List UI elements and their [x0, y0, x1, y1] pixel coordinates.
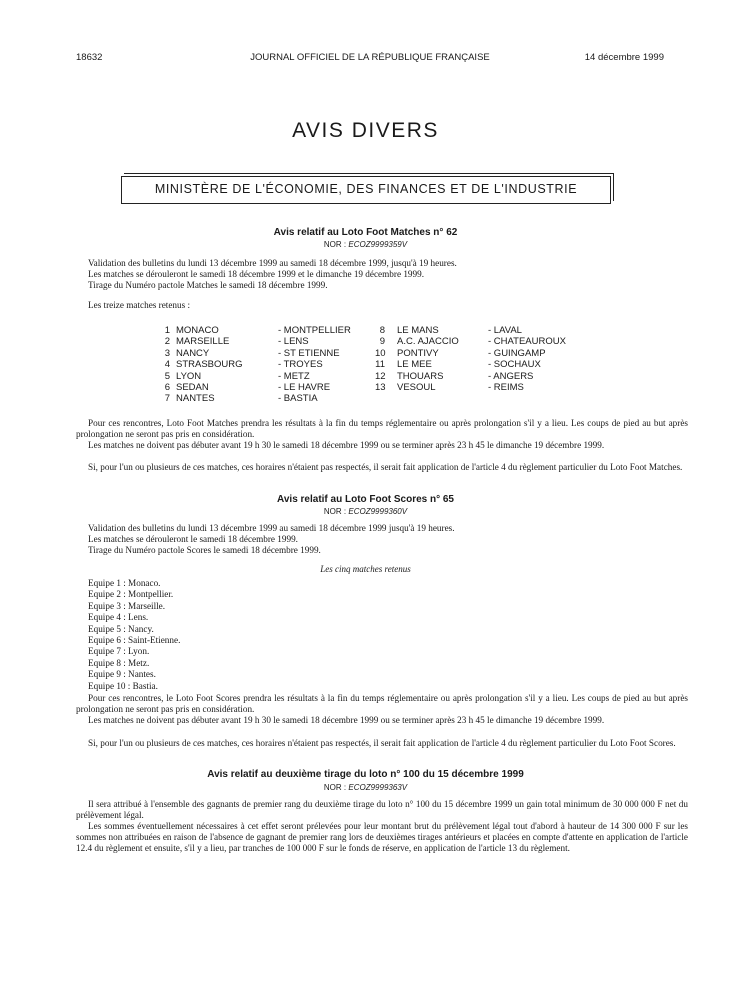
match-row: 6 SEDAN - LE HAVRE — [164, 381, 331, 393]
match-row: 10 PONTIVY - GUINGAMP — [375, 347, 546, 359]
paragraph: Les matches ne doivent pas débuter avant 19 h 30 le samedi 18 décembre 1999 ou se terminer après 23 h 45 le dimanche 19 décembre 1999. — [88, 715, 605, 725]
match-row: 12 THOUARS - ANGERS — [375, 370, 534, 382]
page-header — [76, 52, 664, 66]
nor-code: ECOZ9999359V — [348, 240, 408, 249]
match-row: 5 LYON - METZ — [164, 370, 310, 382]
match-row: 13 VESOUL - REIMS — [375, 381, 524, 393]
nor-code: ECOZ9999360V — [348, 507, 408, 516]
list-item: Equipe 5 : Nancy. — [88, 623, 154, 634]
ministry-name: MINISTÈRE DE L'ÉCONOMIE, DES FINANCES ET DE L'INDUSTRIE — [154, 182, 578, 196]
paragraph: Pour ces rencontres, le Loto Foot Scores prendra les résultats à la fin du temps réglementaire ou après prolongation s'il y a lieu. Les coups de pied au but après prolongation ne seront pas pris en considération. — [76, 693, 688, 715]
equipes-list — [88, 578, 180, 692]
matches-date-line: Les matches se dérouleront le samedi 18 décembre 1999. — [88, 534, 298, 544]
list-item: Equipe 1 : Monaco. — [88, 578, 161, 588]
paragraph: Il sera attribué à l'ensemble des gagnants de premier rang du deuxième tirage du loto n° 100 du 15 décembre 1999 un gain total minimum de 30 000 000 F net du prélèvement légal. — [76, 799, 688, 821]
list-item: Equipe 8 : Metz. — [88, 657, 150, 668]
paragraph: Pour ces rencontres, Loto Foot Matches prendra les résultats à la fin du temps réglementaire ou après prolongation s'il y a lieu. Les coups de pied au but après prolongation ne seront pas pris en considération. — [76, 418, 688, 440]
match-row: 4 STRASBOURG - TROYES — [164, 359, 323, 371]
matches-intro: Les treize matches retenus : — [88, 300, 191, 310]
nor-label: NOR : — [323, 783, 347, 792]
match-row: 2 MARSEILLE - LENS — [164, 336, 309, 348]
match-row: 1 MONACO - MONTPELLIER — [164, 325, 351, 336]
tirage-line: Tirage du Numéro pactole Scores le samedi 18 décembre 1999. — [88, 545, 321, 555]
page-number: 18632 — [76, 52, 103, 63]
section-title-deuxieme-tirage: Avis relatif au deuxième tirage du loto n° 100 du 15 décembre 1999 — [207, 769, 524, 780]
tirage-line: Tirage du Numéro pactole Matches le samedi 18 décembre 1999. — [88, 280, 328, 290]
match-row: 11 LE MEE - SOCHAUX — [375, 359, 541, 371]
matches-table-right — [375, 325, 585, 393]
paragraph: Les sommes éventuellement nécessaires à cet effet seront prélevées pour leur montant brut du prélèvement légal tout d'abord à hauteur de 14 300 000 F sur les sommes non attribuées en raison de l'absence de gagnant de premier rang lors de deuxièmes tirages antérieurs et placées en compte d'attente en application de l'article 12.4 du règlement et ensuite, s'il y a lieu, par tranches de 100 000 F sur le fonds de réserve, en application de l'article 13 du règlement. — [76, 821, 688, 854]
matches-date-line: Les matches se dérouleront le samedi 18 décembre 1999 et le dimanche 19 décembre 1999. — [88, 269, 424, 279]
list-item: Equipe 10 : Bastia. — [88, 680, 158, 691]
section-title-loto-foot-scores: Avis relatif au Loto Foot Scores n° 65 — [277, 494, 454, 505]
main-title: AVIS DIVERS — [292, 119, 439, 142]
paragraph: Les matches ne doivent pas débuter avant 19 h 30 le samedi 18 décembre 1999 ou se terminer après 23 h 45 le dimanche 19 décembre 1999. — [88, 440, 605, 450]
list-item: Equipe 9 : Nantes. — [88, 669, 156, 680]
list-item: Equipe 6 : Saint-Etienne. — [88, 635, 181, 646]
nor-label: NOR : — [323, 240, 347, 249]
list-item: Equipe 7 : Lyon. — [88, 646, 150, 657]
list-item: Equipe 2 : Montpellier. — [88, 589, 174, 600]
match-row: 8 LE MANS - LAVAL — [379, 325, 522, 336]
issue-date: 14 décembre 1999 — [584, 52, 664, 63]
journal-title: JOURNAL OFFICIEL DE LA RÉPUBLIQUE FRANÇAISE — [250, 52, 490, 63]
validation-line: Validation des bulletins du lundi 13 décembre 1999 au samedi 18 décembre 1999, jusqu'à 19 heures. — [88, 258, 457, 268]
paragraph: Si, pour l'un ou plusieurs de ces matches, ces horaires n'étaient pas respectés, il serait fait application de l'article 4 du règlement particulier du Loto Foot Scores. — [88, 738, 676, 748]
matches-table-left — [160, 325, 370, 405]
section-title-loto-foot-matches: Avis relatif au Loto Foot Matches n° 62 — [273, 227, 458, 238]
scores-subtitle: Les cinq matches retenus — [320, 564, 411, 574]
ministry-banner — [121, 176, 611, 204]
nor-code: ECOZ9999363V — [348, 783, 408, 792]
paragraph: Si, pour l'un ou plusieurs de ces matches, ces horaires n'étaient pas respectés, il serait fait application de l'article 4 du règlement particulier du Loto Foot Matches. — [88, 462, 683, 472]
nor-reference — [0, 507, 731, 516]
validation-line: Validation des bulletins du lundi 13 décembre 1999 au samedi 18 décembre 1999 jusqu'à 19 heures. — [88, 523, 455, 533]
list-item: Equipe 4 : Lens. — [88, 612, 149, 623]
nor-reference — [0, 240, 731, 249]
match-row: 9 A.C. AJACCIO - CHATEAUROUX — [379, 336, 566, 348]
match-row: 3 NANCY - ST ETIENNE — [164, 347, 340, 359]
nor-reference — [0, 783, 731, 792]
nor-label: NOR : — [323, 507, 347, 516]
match-row: 7 NANTES - BASTIA — [164, 393, 318, 405]
list-item: Equipe 3 : Marseille. — [88, 600, 166, 611]
